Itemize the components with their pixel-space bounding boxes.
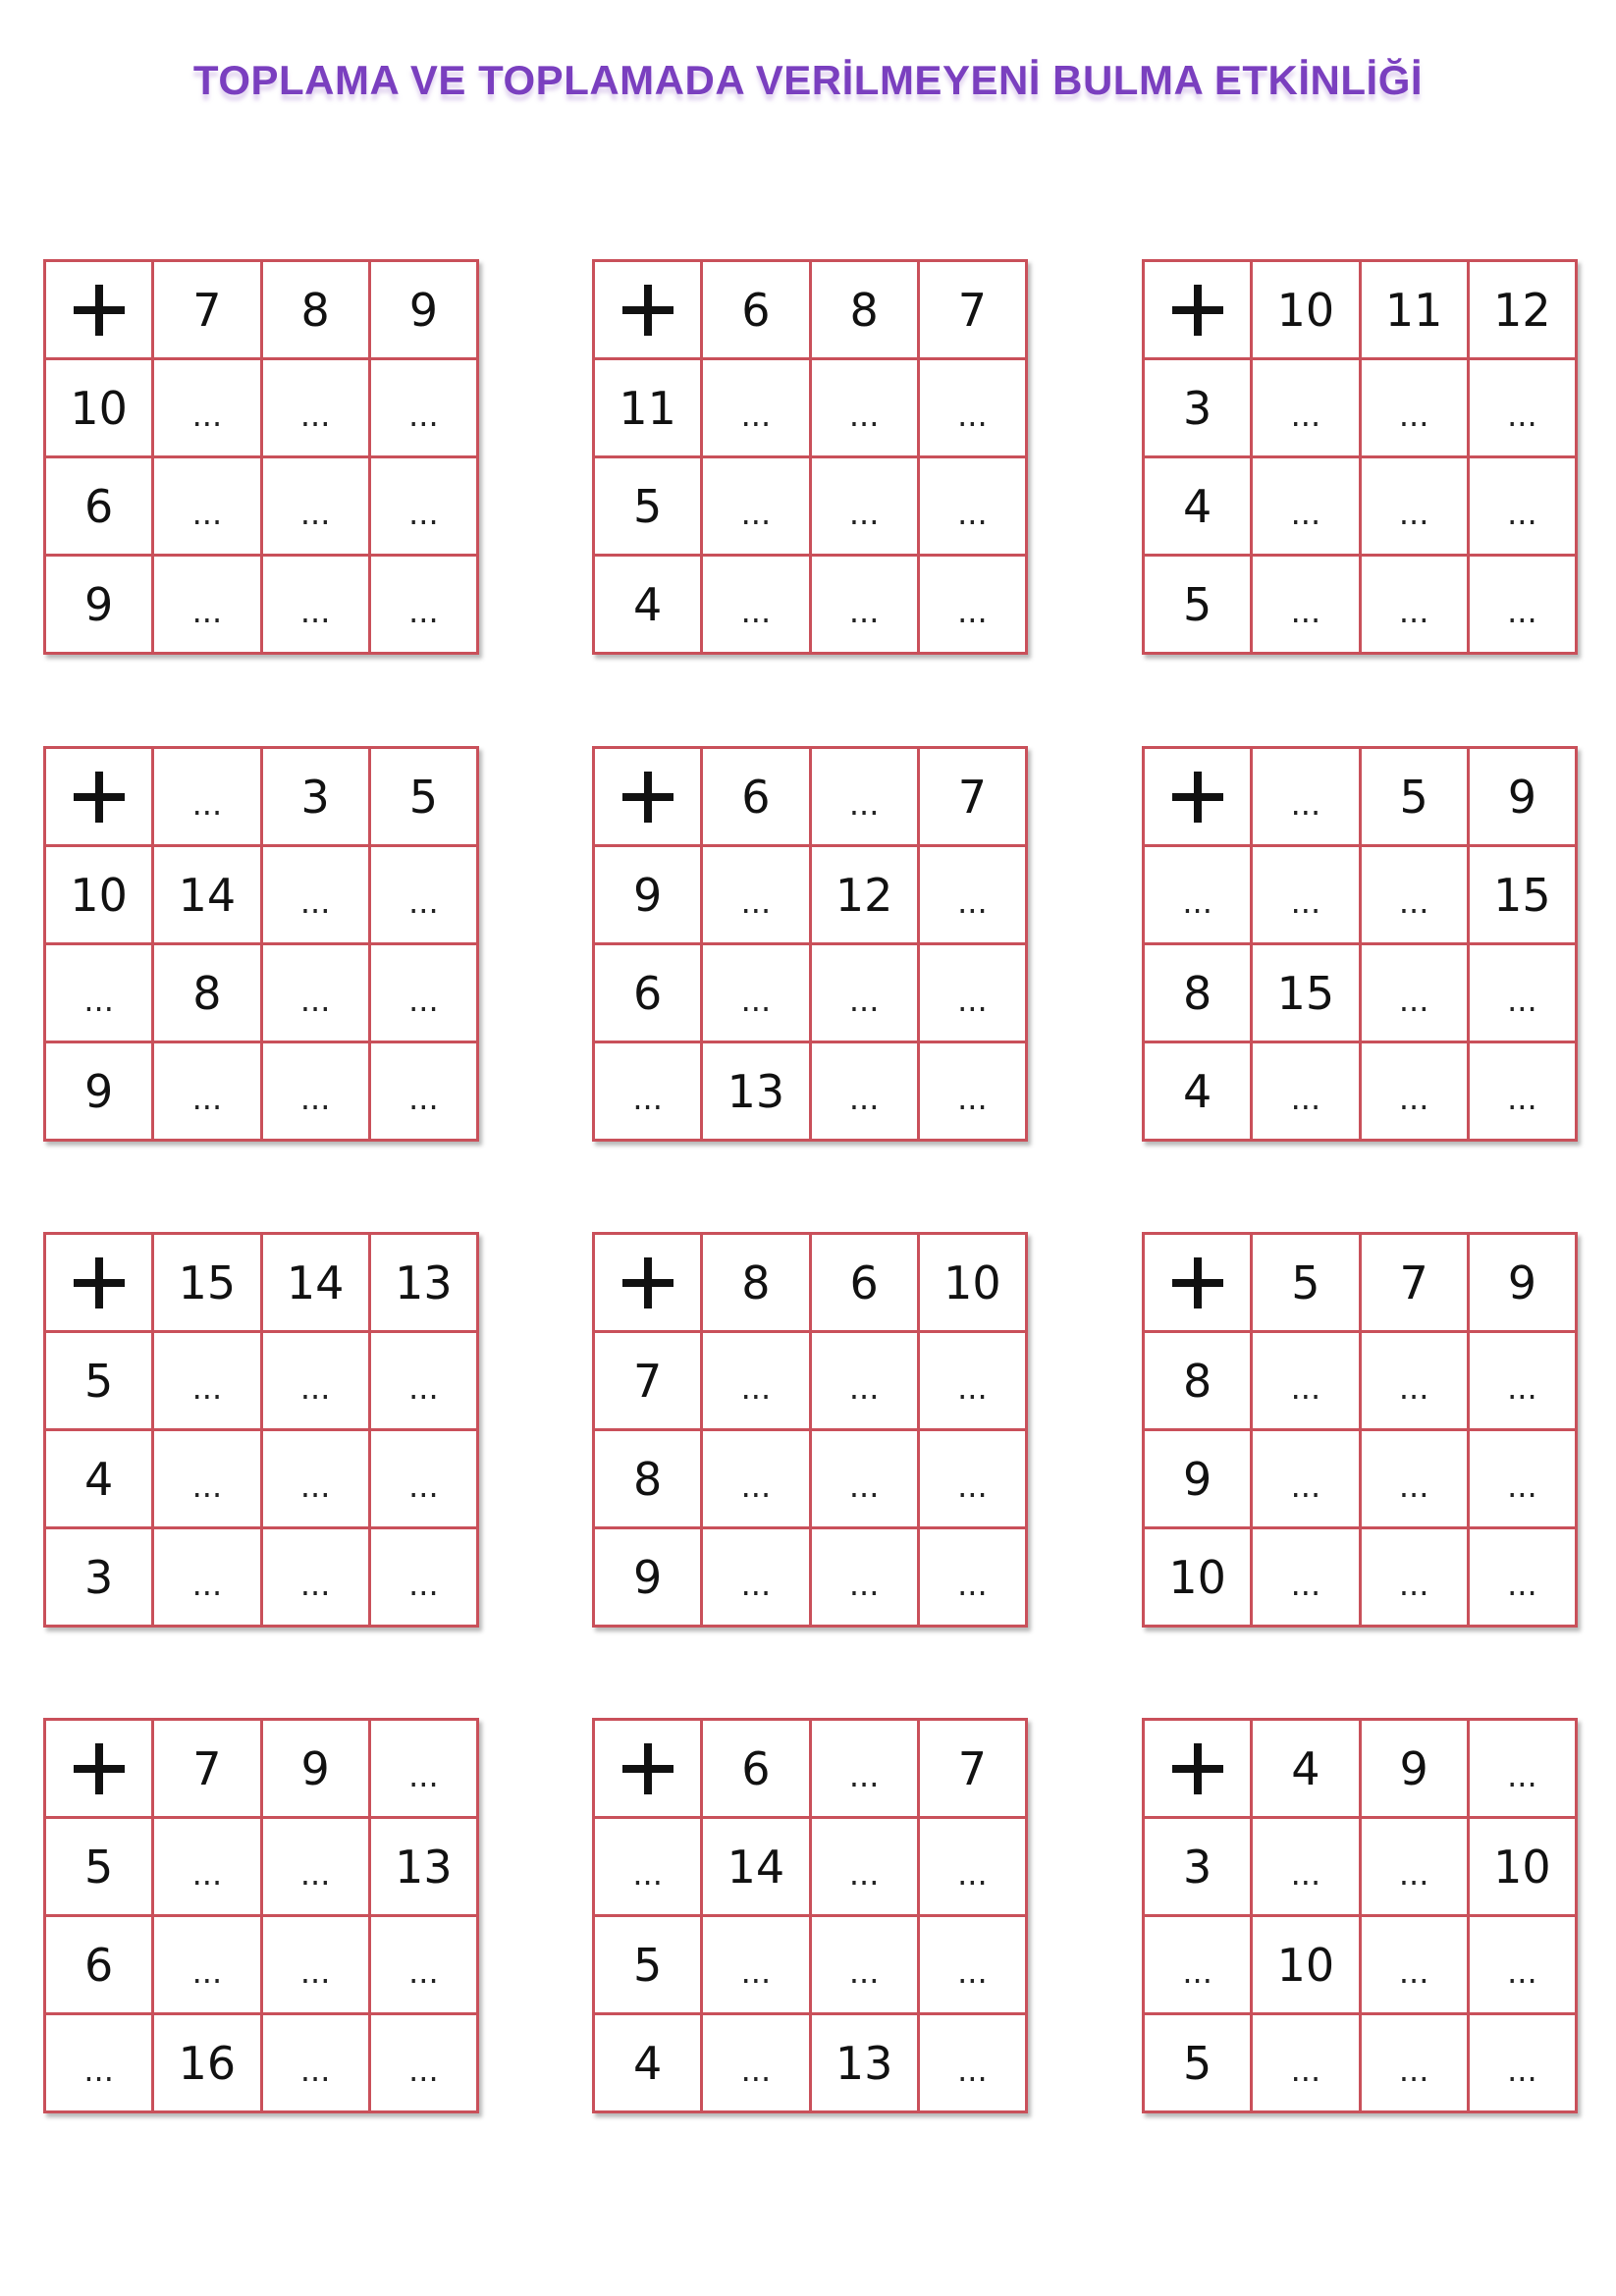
- blank-answer-cell[interactable]: ...: [812, 945, 920, 1043]
- sum-cell: 13: [812, 2015, 920, 2113]
- row-header-cell: 4: [1145, 1043, 1253, 1142]
- blank-answer-cell[interactable]: ...: [263, 360, 371, 458]
- blank-answer-cell[interactable]: ...: [703, 1917, 811, 2015]
- sum-cell: 15: [1470, 847, 1578, 945]
- plus-icon: [1145, 749, 1253, 847]
- blank-answer-cell[interactable]: ...: [371, 557, 479, 655]
- blank-answer-cell[interactable]: ...: [371, 847, 479, 945]
- column-header-cell: 6: [703, 262, 811, 360]
- blank-answer-cell[interactable]: ...: [263, 1529, 371, 1628]
- blank-answer-cell[interactable]: ...: [371, 1333, 479, 1431]
- column-header-cell: 9: [1362, 1721, 1470, 1819]
- addition-table: [43, 1232, 479, 1628]
- blank-answer-cell[interactable]: ...: [263, 458, 371, 557]
- row-header-cell: 5: [46, 1333, 154, 1431]
- blank-answer-cell[interactable]: ...: [703, 557, 811, 655]
- blank-answer-cell[interactable]: ...: [1253, 1529, 1361, 1628]
- column-header-cell: 6: [703, 749, 811, 847]
- blank-answer-cell[interactable]: ...: [1362, 1431, 1470, 1529]
- plus-icon: [595, 749, 703, 847]
- blank-answer-cell[interactable]: ...: [812, 749, 920, 847]
- row-header-cell: 9: [595, 847, 703, 945]
- blank-answer-cell[interactable]: ...: [1145, 847, 1253, 945]
- blank-answer-cell[interactable]: ...: [1253, 1819, 1361, 1917]
- blank-answer-cell[interactable]: ...: [703, 1529, 811, 1628]
- blank-answer-cell[interactable]: ...: [371, 458, 479, 557]
- row-header-cell: 4: [595, 557, 703, 655]
- plus-icon: [46, 749, 154, 847]
- blank-answer-cell[interactable]: ...: [1253, 557, 1361, 655]
- blank-answer-cell[interactable]: ...: [263, 847, 371, 945]
- sum-cell: 13: [703, 1043, 811, 1142]
- row-header-cell: 5: [595, 1917, 703, 2015]
- blank-answer-cell[interactable]: ...: [263, 557, 371, 655]
- column-header-cell: 3: [263, 749, 371, 847]
- blank-answer-cell[interactable]: ...: [703, 945, 811, 1043]
- blank-answer-cell[interactable]: ...: [1253, 1431, 1361, 1529]
- sum-cell: 13: [371, 1819, 479, 1917]
- plus-icon: [1145, 262, 1253, 360]
- blank-answer-cell[interactable]: ...: [371, 1529, 479, 1628]
- addition-table: [43, 259, 479, 655]
- blank-answer-cell[interactable]: ...: [920, 1333, 1028, 1431]
- blank-answer-cell[interactable]: ...: [703, 847, 811, 945]
- addition-table: [592, 1232, 1028, 1628]
- blank-answer-cell[interactable]: ...: [595, 1043, 703, 1142]
- plus-icon: [1145, 1235, 1253, 1333]
- column-header-cell: 7: [920, 262, 1028, 360]
- blank-answer-cell[interactable]: ...: [371, 945, 479, 1043]
- addition-table: [592, 259, 1028, 655]
- row-header-cell: 3: [1145, 360, 1253, 458]
- blank-answer-cell[interactable]: ...: [920, 2015, 1028, 2113]
- blank-answer-cell[interactable]: ...: [812, 1529, 920, 1628]
- row-header-cell: 8: [1145, 945, 1253, 1043]
- blank-answer-cell[interactable]: ...: [920, 1917, 1028, 2015]
- blank-answer-cell[interactable]: ...: [371, 1431, 479, 1529]
- blank-answer-cell[interactable]: ...: [812, 1431, 920, 1529]
- addition-table: [592, 746, 1028, 1142]
- blank-answer-cell[interactable]: ...: [1362, 557, 1470, 655]
- plus-icon: [595, 1721, 703, 1819]
- blank-answer-cell[interactable]: ...: [46, 2015, 154, 2113]
- blank-answer-cell[interactable]: ...: [812, 360, 920, 458]
- column-header-cell: 9: [1470, 1235, 1578, 1333]
- column-header-cell: 13: [371, 1235, 479, 1333]
- blank-answer-cell[interactable]: ...: [263, 945, 371, 1043]
- blank-answer-cell[interactable]: ...: [46, 945, 154, 1043]
- row-header-cell: 5: [46, 1819, 154, 1917]
- blank-answer-cell[interactable]: ...: [154, 1043, 262, 1142]
- blank-answer-cell[interactable]: ...: [920, 945, 1028, 1043]
- column-header-cell: 15: [154, 1235, 262, 1333]
- blank-answer-cell[interactable]: ...: [812, 1043, 920, 1142]
- blank-answer-cell[interactable]: ...: [1470, 1431, 1578, 1529]
- blank-answer-cell[interactable]: ...: [1470, 1917, 1578, 2015]
- row-header-cell: 6: [46, 1917, 154, 2015]
- sum-cell: 12: [812, 847, 920, 945]
- row-header-cell: 5: [1145, 2015, 1253, 2113]
- sum-cell: 16: [154, 2015, 262, 2113]
- column-header-cell: 7: [920, 749, 1028, 847]
- row-header-cell: 9: [595, 1529, 703, 1628]
- blank-answer-cell[interactable]: ...: [812, 1721, 920, 1819]
- column-header-cell: 6: [703, 1721, 811, 1819]
- blank-answer-cell[interactable]: ...: [371, 1917, 479, 2015]
- blank-answer-cell[interactable]: ...: [1253, 458, 1361, 557]
- blank-answer-cell[interactable]: ...: [1470, 1721, 1578, 1819]
- column-header-cell: 5: [1362, 749, 1470, 847]
- column-header-cell: 10: [920, 1235, 1028, 1333]
- blank-answer-cell[interactable]: ...: [920, 1819, 1028, 1917]
- blank-answer-cell[interactable]: ...: [1362, 1819, 1470, 1917]
- plus-icon: [595, 262, 703, 360]
- blank-answer-cell[interactable]: ...: [920, 1043, 1028, 1142]
- blank-answer-cell[interactable]: ...: [371, 1721, 479, 1819]
- blank-answer-cell[interactable]: ...: [920, 1431, 1028, 1529]
- plus-icon: [595, 1235, 703, 1333]
- column-header-cell: 8: [703, 1235, 811, 1333]
- row-header-cell: 9: [1145, 1431, 1253, 1529]
- column-header-cell: 7: [154, 262, 262, 360]
- blank-answer-cell[interactable]: ...: [371, 1043, 479, 1142]
- blank-answer-cell[interactable]: ...: [920, 847, 1028, 945]
- addition-table: [1142, 1718, 1578, 2113]
- blank-answer-cell[interactable]: ...: [1362, 360, 1470, 458]
- row-header-cell: 10: [1145, 1529, 1253, 1628]
- addition-table: [1142, 746, 1578, 1142]
- blank-answer-cell[interactable]: ...: [1362, 1043, 1470, 1142]
- plus-icon: [46, 1721, 154, 1819]
- blank-answer-cell[interactable]: ...: [263, 1819, 371, 1917]
- blank-answer-cell[interactable]: ...: [371, 360, 479, 458]
- blank-answer-cell[interactable]: ...: [154, 1431, 262, 1529]
- column-header-cell: 10: [1253, 262, 1361, 360]
- row-header-cell: 4: [1145, 458, 1253, 557]
- blank-answer-cell[interactable]: ...: [703, 1431, 811, 1529]
- row-header-cell: 6: [595, 945, 703, 1043]
- column-header-cell: 9: [1470, 749, 1578, 847]
- addition-table: [592, 1718, 1028, 2113]
- blank-answer-cell[interactable]: ...: [154, 360, 262, 458]
- row-header-cell: 9: [46, 1043, 154, 1142]
- row-header-cell: 5: [595, 458, 703, 557]
- blank-answer-cell[interactable]: ...: [154, 458, 262, 557]
- blank-answer-cell[interactable]: ...: [1470, 360, 1578, 458]
- blank-answer-cell[interactable]: ...: [812, 1917, 920, 2015]
- blank-answer-cell[interactable]: ...: [812, 557, 920, 655]
- sum-cell: 14: [703, 1819, 811, 1917]
- blank-answer-cell[interactable]: ...: [1470, 1043, 1578, 1142]
- column-header-cell: 14: [263, 1235, 371, 1333]
- column-header-cell: 8: [812, 262, 920, 360]
- blank-answer-cell[interactable]: ...: [1470, 945, 1578, 1043]
- blank-answer-cell[interactable]: ...: [371, 2015, 479, 2113]
- row-header-cell: 3: [1145, 1819, 1253, 1917]
- blank-answer-cell[interactable]: ...: [595, 1819, 703, 1917]
- plus-icon: [46, 262, 154, 360]
- column-header-cell: 8: [263, 262, 371, 360]
- blank-answer-cell[interactable]: ...: [1362, 458, 1470, 557]
- column-header-cell: 9: [371, 262, 479, 360]
- blank-answer-cell[interactable]: ...: [703, 2015, 811, 2113]
- row-header-cell: 4: [46, 1431, 154, 1529]
- blank-answer-cell[interactable]: ...: [1253, 1333, 1361, 1431]
- sum-cell: 10: [1253, 1917, 1361, 2015]
- row-header-cell: 5: [1145, 557, 1253, 655]
- sum-cell: 15: [1253, 945, 1361, 1043]
- blank-answer-cell[interactable]: ...: [1253, 847, 1361, 945]
- blank-answer-cell[interactable]: ...: [154, 557, 262, 655]
- column-header-cell: 7: [920, 1721, 1028, 1819]
- column-header-cell: 12: [1470, 262, 1578, 360]
- row-header-cell: 3: [46, 1529, 154, 1628]
- addition-table: [43, 1718, 479, 2113]
- blank-answer-cell[interactable]: ...: [1253, 2015, 1361, 2113]
- blank-answer-cell[interactable]: ...: [920, 557, 1028, 655]
- row-header-cell: 10: [46, 360, 154, 458]
- column-header-cell: 6: [812, 1235, 920, 1333]
- blank-answer-cell[interactable]: ...: [154, 1917, 262, 2015]
- row-header-cell: 11: [595, 360, 703, 458]
- sum-cell: 8: [154, 945, 262, 1043]
- blank-answer-cell[interactable]: ...: [1362, 847, 1470, 945]
- blank-answer-cell[interactable]: ...: [1145, 1917, 1253, 2015]
- row-header-cell: 8: [1145, 1333, 1253, 1431]
- column-header-cell: 7: [1362, 1235, 1470, 1333]
- blank-answer-cell[interactable]: ...: [812, 1819, 920, 1917]
- blank-answer-cell[interactable]: ...: [920, 1529, 1028, 1628]
- blank-answer-cell[interactable]: ...: [812, 458, 920, 557]
- blank-answer-cell[interactable]: ...: [812, 1333, 920, 1431]
- blank-answer-cell[interactable]: ...: [703, 1333, 811, 1431]
- blank-answer-cell[interactable]: ...: [263, 1431, 371, 1529]
- row-header-cell: 4: [595, 2015, 703, 2113]
- column-header-cell: 5: [371, 749, 479, 847]
- blank-answer-cell[interactable]: ...: [1470, 458, 1578, 557]
- blank-answer-cell[interactable]: ...: [1253, 749, 1361, 847]
- blank-answer-cell[interactable]: ...: [154, 1333, 262, 1431]
- blank-answer-cell[interactable]: ...: [1470, 1333, 1578, 1431]
- blank-answer-cell[interactable]: ...: [1253, 1043, 1361, 1142]
- column-header-cell: 4: [1253, 1721, 1361, 1819]
- column-header-cell: 9: [263, 1721, 371, 1819]
- blank-answer-cell[interactable]: ...: [1470, 2015, 1578, 2113]
- blank-answer-cell[interactable]: ...: [154, 1529, 262, 1628]
- row-header-cell: 10: [46, 847, 154, 945]
- blank-answer-cell[interactable]: ...: [263, 2015, 371, 2113]
- page-title: TOPLAMA VE TOPLAMADA VERİLMEYENİ BULMA ETKİNLİĞİ: [192, 57, 1424, 103]
- blank-answer-cell[interactable]: ...: [1362, 1333, 1470, 1431]
- row-header-cell: 8: [595, 1431, 703, 1529]
- blank-answer-cell[interactable]: ...: [263, 1333, 371, 1431]
- addition-table: [1142, 259, 1578, 655]
- blank-answer-cell[interactable]: ...: [263, 1043, 371, 1142]
- blank-answer-cell[interactable]: ...: [1470, 557, 1578, 655]
- row-header-cell: 9: [46, 557, 154, 655]
- column-header-cell: 5: [1253, 1235, 1361, 1333]
- blank-answer-cell[interactable]: ...: [920, 360, 1028, 458]
- blank-answer-cell[interactable]: ...: [703, 360, 811, 458]
- sum-cell: 14: [154, 847, 262, 945]
- row-header-cell: 7: [595, 1333, 703, 1431]
- addition-table: [1142, 1232, 1578, 1628]
- blank-answer-cell[interactable]: ...: [920, 458, 1028, 557]
- blank-answer-cell[interactable]: ...: [1362, 2015, 1470, 2113]
- blank-answer-cell[interactable]: ...: [703, 458, 811, 557]
- blank-answer-cell[interactable]: ...: [263, 1917, 371, 2015]
- blank-answer-cell[interactable]: ...: [1362, 1917, 1470, 2015]
- blank-answer-cell[interactable]: ...: [1253, 360, 1361, 458]
- plus-icon: [1145, 1721, 1253, 1819]
- column-header-cell: 7: [154, 1721, 262, 1819]
- blank-answer-cell[interactable]: ...: [154, 749, 262, 847]
- addition-table: [43, 746, 479, 1142]
- blank-answer-cell[interactable]: ...: [1362, 1529, 1470, 1628]
- blank-answer-cell[interactable]: ...: [1470, 1529, 1578, 1628]
- row-header-cell: 6: [46, 458, 154, 557]
- blank-answer-cell[interactable]: ...: [154, 1819, 262, 1917]
- blank-answer-cell[interactable]: ...: [1362, 945, 1470, 1043]
- column-header-cell: 11: [1362, 262, 1470, 360]
- plus-icon: [46, 1235, 154, 1333]
- sum-cell: 10: [1470, 1819, 1578, 1917]
